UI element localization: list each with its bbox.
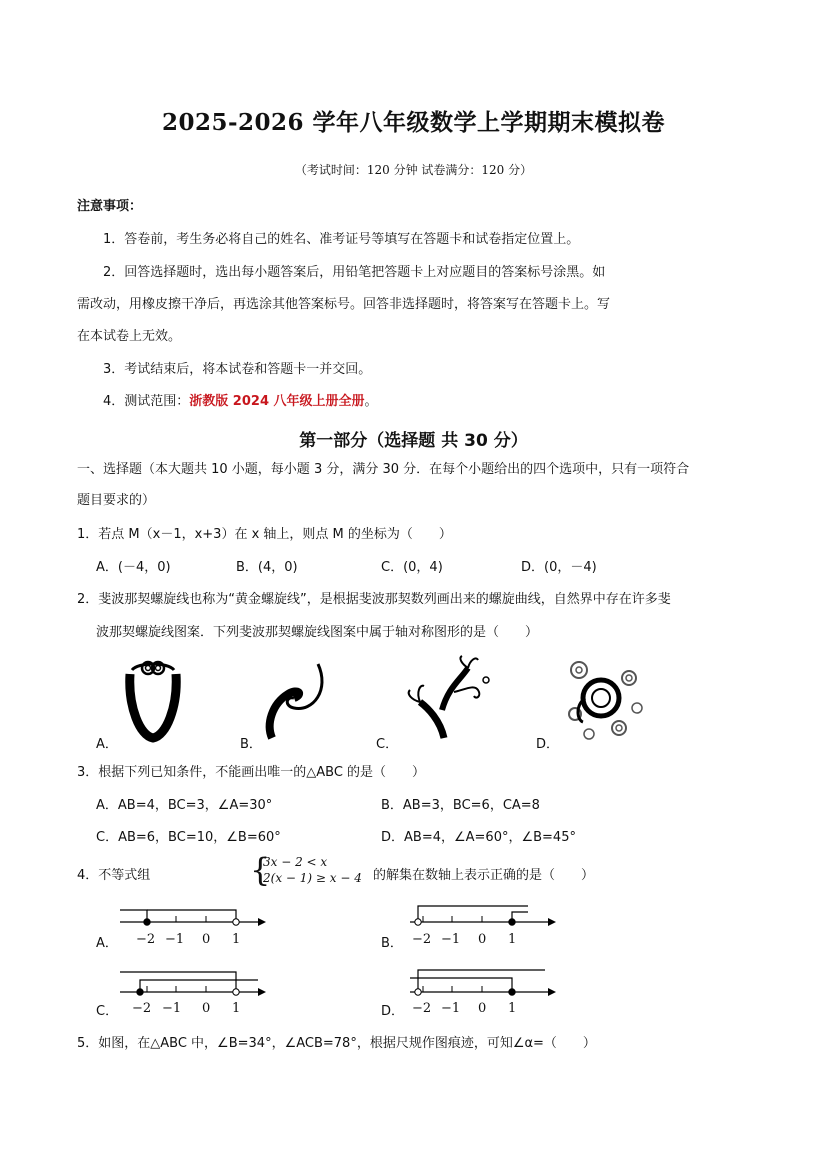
note-4-suffix: 。 — [364, 394, 378, 409]
q4-numberline-a — [110, 900, 270, 950]
note-2-line-3: 在本试卷上无效。 — [77, 329, 182, 344]
section-instructions-line-2: 题目要求的） — [77, 493, 156, 508]
q2-label-a: A． — [96, 737, 118, 752]
q2-stem-line-2: 波那契螺旋线图案．下列斐波那契螺旋线图案中属于轴对称图形的是（ ） — [96, 625, 539, 640]
q1-option-a: A．(－4，0) — [96, 560, 171, 575]
tick-d-0: −2 — [412, 1001, 432, 1016]
tick-a-2: 0 — [202, 932, 211, 947]
q2-label-b: B． — [240, 737, 262, 752]
notes-heading: 注意事项： — [77, 199, 143, 214]
q4-label-a: A． — [96, 936, 118, 951]
tick-c-3: 1 — [232, 1001, 241, 1016]
q4-stem-prefix: 4．不等式组 — [77, 868, 151, 883]
note-1: 1．答卷前，考生务必将自己的姓名、准考证号等填写在答题卡和试卷指定位置上。 — [103, 232, 580, 247]
q2-figure-d — [555, 650, 647, 742]
tick-c-1: −1 — [162, 1001, 182, 1016]
q2-figure-a — [118, 652, 188, 744]
q3-stem: 3．根据下列已知条件，不能画出唯一的△ABC 的是（ ） — [77, 765, 426, 780]
note-4-prefix: 4．测试范围： — [103, 394, 190, 409]
q1-option-b: B．(4，0) — [236, 560, 298, 575]
q4-numberline-d — [400, 966, 560, 1016]
tick-d-3: 1 — [508, 1001, 517, 1016]
section-heading: 第一部分（选择题 共 30 分） — [299, 431, 528, 451]
tick-a-3: 1 — [232, 932, 241, 947]
tick-a-0: −2 — [136, 932, 156, 947]
note-4 — [103, 390, 378, 409]
q3-option-a: A．AB=4，BC=3，∠A=30° — [96, 798, 273, 813]
q4-label-c: C． — [96, 1004, 119, 1019]
q4-inequality-2: 2(x − 1) ≥ x − 4 — [263, 871, 362, 885]
tick-c-2: 0 — [202, 1001, 211, 1016]
note-2-line-2: 需改动，用橡皮擦干净后，再选涂其他答案标号。回答非选择题时，将答案写在答题卡上。写 — [77, 297, 611, 312]
q2-label-d: D． — [536, 737, 560, 752]
tick-b-2: 0 — [478, 932, 487, 947]
q4-stem-suffix: 的解集在数轴上表示正确的是（ ） — [373, 868, 595, 883]
exam-info: （考试时间：120 分钟 试卷满分：120 分） — [294, 163, 533, 177]
q2-figure-c — [398, 650, 496, 742]
section-instructions-line-1: 一、选择题（本大题共 10 小题，每小题 3 分，满分 30 分．在每个小题给出的四个选项中，只有一项符合 — [77, 462, 690, 477]
note-3: 3．考试结束后，将本试卷和答题卡一并交回。 — [103, 362, 372, 377]
note-2-line-1: 2．回答选择题时，选出每小题答案后，用铅笔把答题卡上对应题目的答案标号涂黑。如 — [103, 265, 606, 280]
q1-option-c: C．(0，4) — [381, 560, 443, 575]
tick-a-1: −1 — [165, 932, 185, 947]
q3-option-b: B．AB=3，BC=6，CA=8 — [381, 798, 540, 813]
test-range: 浙教版 2024 八年级上册全册 — [189, 394, 365, 409]
q4-inequality-1: 3x − 2 < x — [263, 855, 328, 869]
q4-numberline-b — [400, 900, 560, 950]
q3-option-c: C．AB=6，BC=10，∠B=60° — [96, 830, 281, 845]
tick-d-2: 0 — [478, 1001, 487, 1016]
tick-d-1: −1 — [441, 1001, 461, 1016]
tick-b-3: 1 — [508, 932, 517, 947]
tick-c-0: −2 — [132, 1001, 152, 1016]
q2-stem-line-1: 2．斐波那契螺旋线也称为“黄金螺旋线”，是根据斐波那契数列画出来的螺旋曲线，自然界中存在许多斐 — [77, 592, 671, 607]
q1-stem: 1．若点 M（x－1，x+3）在 x 轴上，则点 M 的坐标为（ ） — [77, 527, 452, 542]
tick-b-0: −2 — [412, 932, 432, 947]
q4-system-brace: { — [250, 851, 271, 889]
q4-label-b: B． — [381, 936, 403, 951]
q4-label-d: D． — [381, 1004, 405, 1019]
q5-stem: 5．如图，在△ABC 中，∠B=34°，∠ACB=78°，根据尺规作图痕迹，可知∠α=（ ） — [77, 1036, 596, 1051]
q2-figure-b — [258, 660, 330, 742]
q4-numberline-c — [110, 966, 270, 1016]
q3-option-d: D．AB=4，∠A=60°，∠B=45° — [381, 830, 576, 845]
q2-label-c: C． — [376, 737, 399, 752]
q1-option-d: D．(0，－4) — [521, 560, 597, 575]
tick-b-1: −1 — [441, 932, 461, 947]
page-title: 2025-2026 学年八年级数学上学期期末模拟卷 — [161, 109, 666, 136]
